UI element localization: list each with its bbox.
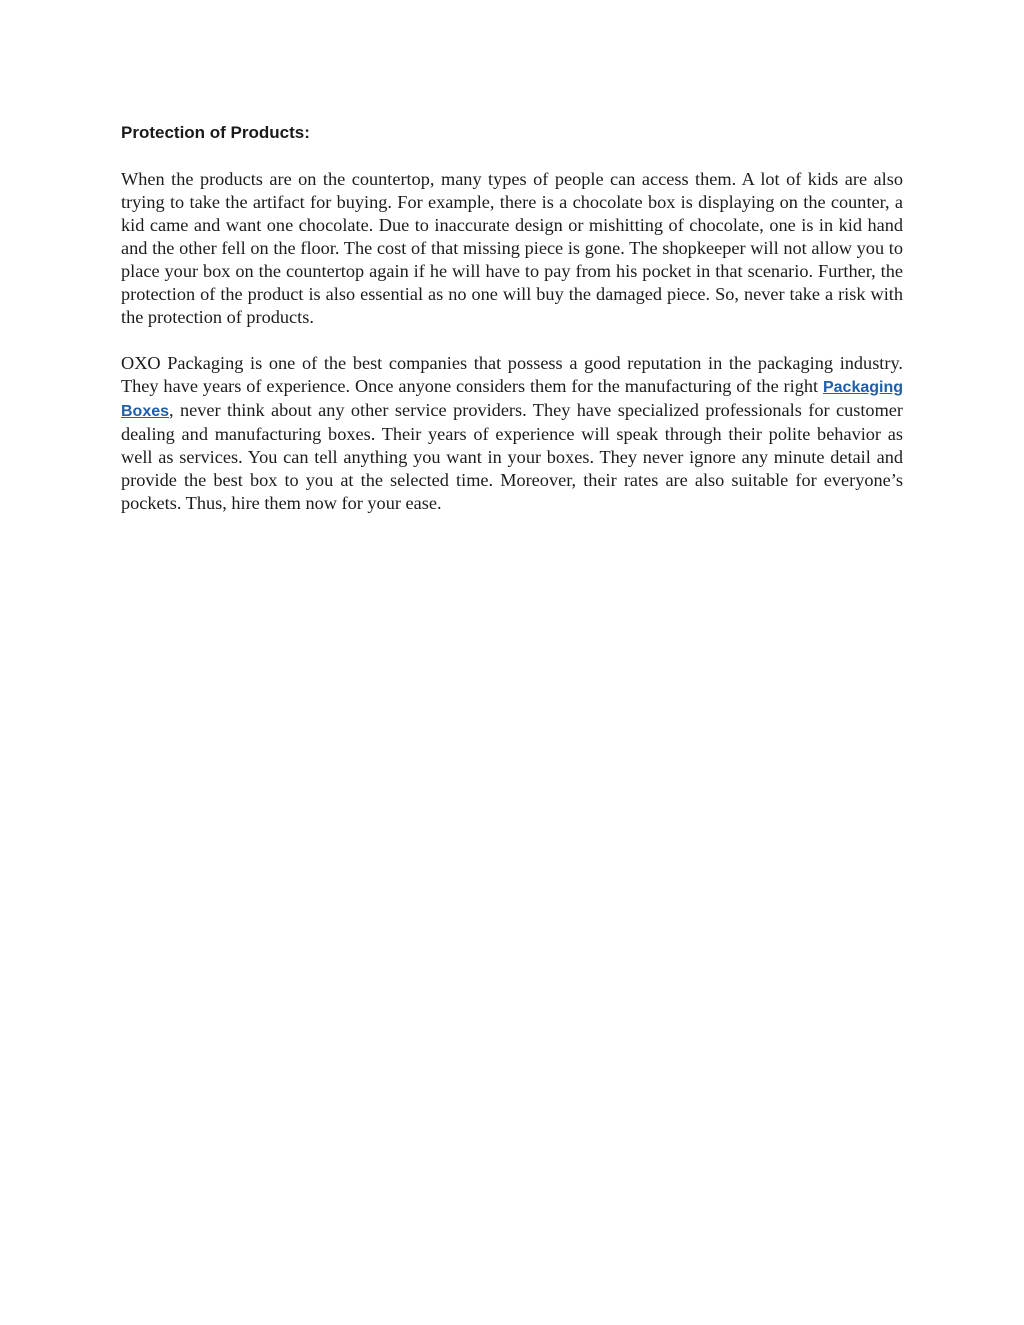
document-body [121,120,903,538]
paragraph-text-after-link: , never think about any other service providers. They have specialized professionals for customer dealing and manufacturing boxes. Their years of experience will speak through their polite behavior as well as services. You can tell anything you want in your boxes. They never ignore any minute detail and provide the best box to you at the selected time. Moreover, their rates are also suitable for everyone’s pockets. Thus, hire them now for your ease. [121,400,903,513]
section-heading: Protection of Products: [121,123,310,142]
paragraph-text-before-link: OXO Packaging is one of the best companies that possess a good reputation in the packaging industry. They have years of experience. Once anyone considers them for the manufacturing of the right [121,353,903,396]
paragraph-oxo-packaging [121,352,903,515]
paragraph-protection: When the products are on the countertop, many types of people can access them. A lot of kids are also trying to take the artifact for buying. For example, there is a chocolate box is displaying on the counter, a kid came and want one chocolate. Due to inaccurate design or mishitting of chocolate, one is in kid hand and the other fell on the floor. The cost of that missing piece is gone. The shopkeeper will not allow you to place your box on the countertop again if he will have to pay from his pocket in that scenario. Further, the protection of the product is also essential as no one will buy the damaged piece. So, never take a risk with the protection of products. [121,169,903,327]
packaging-boxes-link[interactable]: Packaging Boxes [121,379,903,420]
